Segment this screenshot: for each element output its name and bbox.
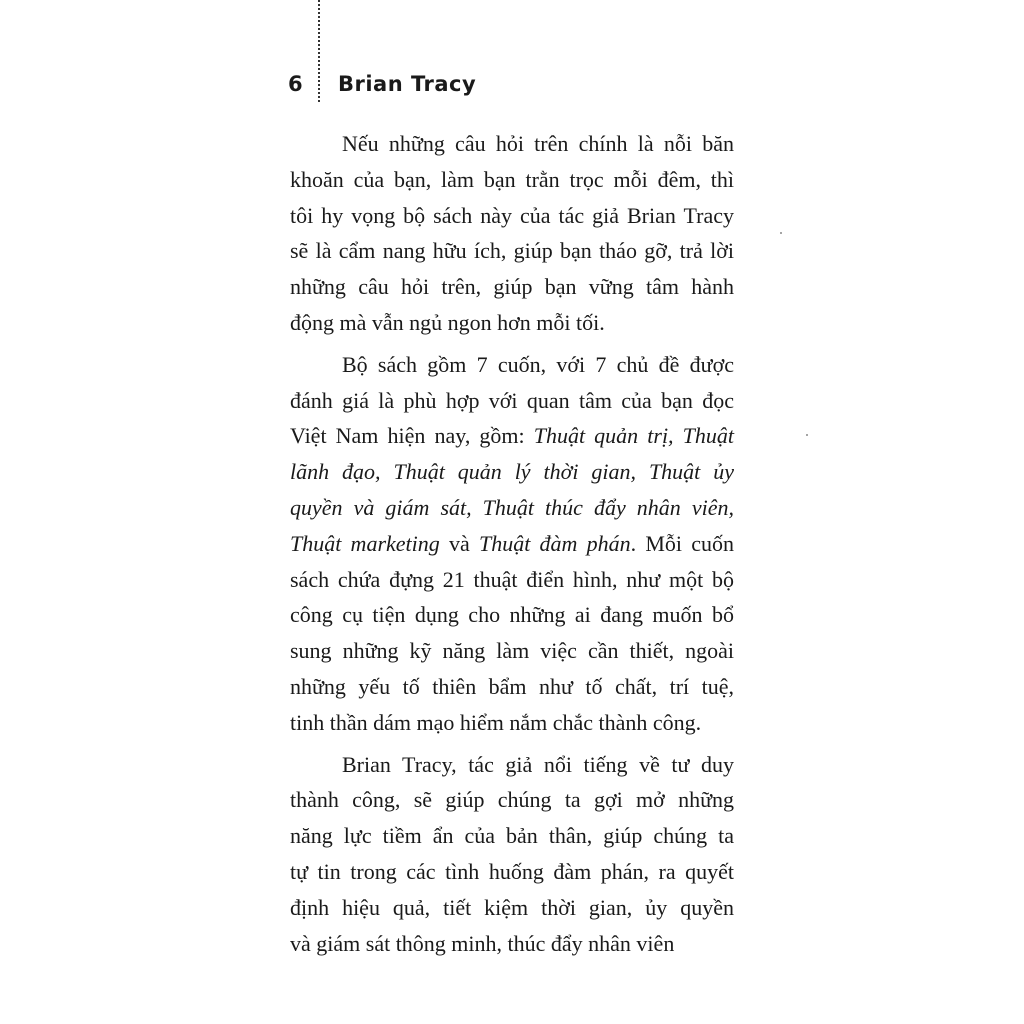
text-run: tinh thần dám mạo hiểm nắm chắc thành công. [290, 709, 702, 735]
text-run: thành công, sẽ giúp chúng ta gợi mở những [290, 787, 734, 813]
italic-title: quyền và giám sát, Thuật thúc đẩy nhân viên, [290, 494, 734, 520]
text-line [290, 347, 734, 383]
text-line [290, 162, 734, 198]
text-run: sách chứa đựng 21 thuật điển hình, như một bộ [290, 566, 734, 592]
text-line [290, 818, 734, 854]
italic-title: Thuật marketing [290, 530, 440, 556]
text-run: . Mỗi cuốn [630, 530, 734, 556]
text-line [290, 526, 734, 562]
text-line [290, 454, 734, 490]
text-run: năng lực tiềm ẩn của bản thân, giúp chúng ta [290, 823, 734, 849]
text-line [290, 890, 734, 926]
text-line [290, 747, 734, 783]
paragraph [290, 747, 734, 962]
text-run: Việt Nam hiện nay, gồm: [290, 423, 534, 449]
text-run: đánh giá là phù hợp với quan tâm của bạn đọc [290, 387, 734, 413]
text-line [290, 269, 734, 305]
text-line [290, 854, 734, 890]
text-run: và [439, 530, 479, 556]
text-line [290, 383, 734, 419]
text-line [290, 562, 734, 598]
text-run: tự tin trong các tình huống đàm phán, ra quyết [290, 858, 734, 884]
scan-speck [806, 434, 808, 436]
text-line [290, 926, 734, 962]
page-number: 6 [288, 72, 304, 96]
text-line [290, 126, 734, 162]
text-line [290, 418, 734, 454]
body-text [290, 126, 734, 961]
italic-title: Thuật đàm phán [478, 530, 631, 556]
text-run: tôi hy vọng bộ sách này của tác giả Brian Tracy [290, 202, 734, 228]
text-run: Nếu những câu hỏi trên chính là nỗi băn [342, 131, 734, 156]
text-run: công cụ tiện dụng cho những ai đang muốn bổ [290, 602, 734, 628]
text-line [290, 597, 734, 633]
text-run: động mà vẫn ngủ ngon hơn mỗi tối. [290, 309, 605, 335]
text-line [290, 782, 734, 818]
text-run: định hiệu quả, tiết kiệm thời gian, ủy quyền [290, 894, 734, 920]
text-line [290, 305, 734, 341]
text-line [290, 233, 734, 269]
text-line [290, 669, 734, 705]
running-head: Brian Tracy [338, 72, 477, 96]
text-run: khoăn của bạn, làm bạn trằn trọc mỗi đêm, thì [290, 166, 734, 192]
text-line [290, 198, 734, 234]
paragraph [290, 347, 734, 741]
text-run: và giám sát thông minh, thúc đẩy nhân viên [290, 930, 675, 956]
text-run: sẽ là cẩm nang hữu ích, giúp bạn tháo gỡ, trả lời [290, 238, 734, 264]
paragraph [290, 126, 734, 341]
text-line [290, 705, 734, 741]
text-line [290, 490, 734, 526]
italic-title: Thuật quản trị, Thuật [533, 423, 734, 449]
text-run: sung những kỹ năng làm việc cần thiết, ngoài [290, 638, 734, 664]
italic-title: lãnh đạo, Thuật quản lý thời gian, Thuật ủy [290, 459, 734, 485]
text-line [290, 633, 734, 669]
text-run: Bộ sách gồm 7 cuốn, với 7 chủ đề được [342, 351, 734, 377]
text-run: Brian Tracy, tác giả nổi tiếng về tư duy [342, 751, 734, 777]
text-run: những câu hỏi trên, giúp bạn vững tâm hành [290, 274, 734, 300]
dotted-rule [318, 0, 320, 102]
scan-speck [780, 232, 782, 234]
text-run: những yếu tố thiên bẩm như tố chất, trí tuệ, [290, 673, 734, 699]
